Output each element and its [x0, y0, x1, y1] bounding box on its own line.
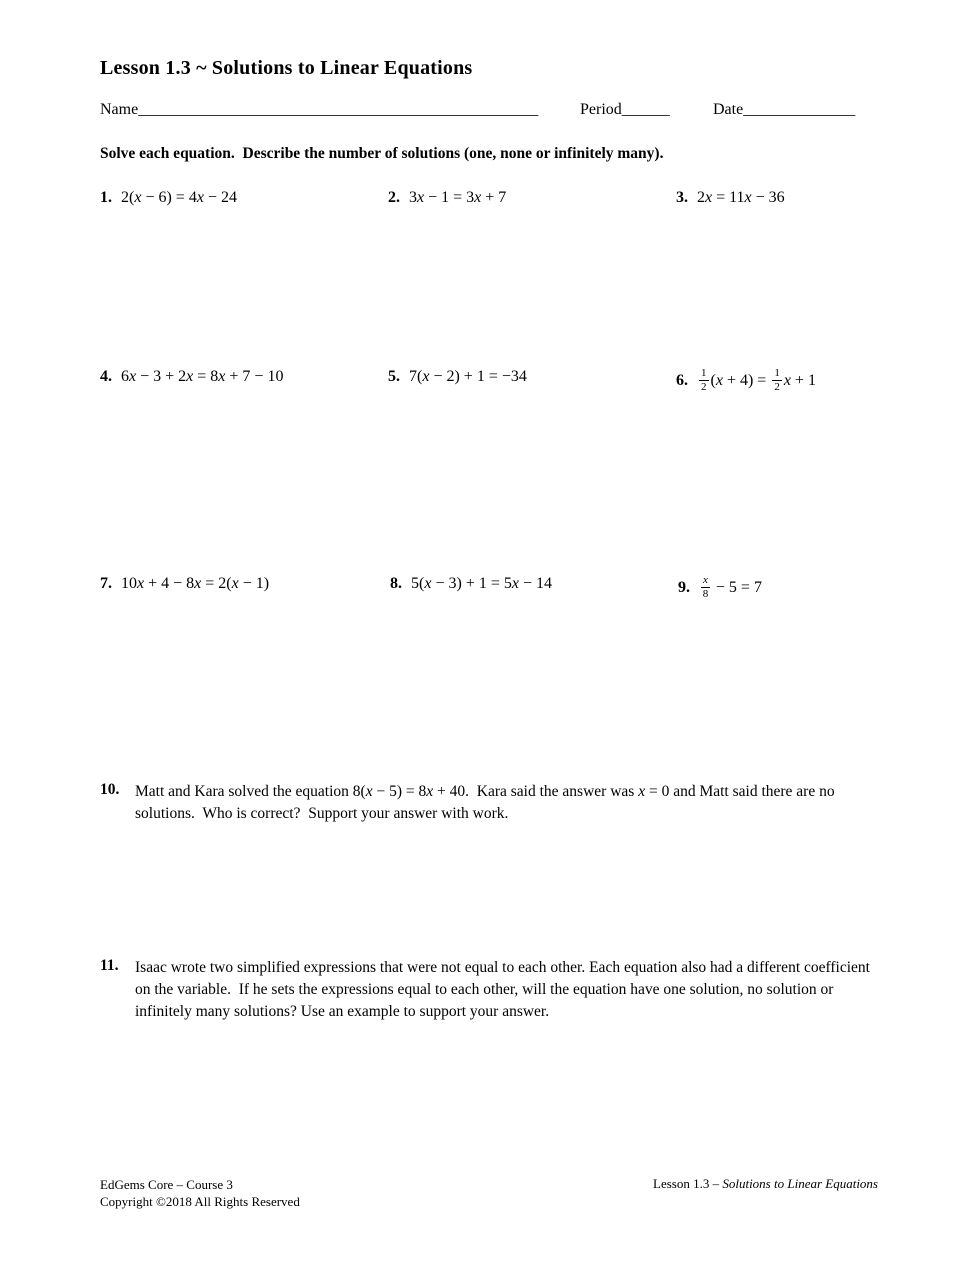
problem-number: 3. — [676, 189, 688, 206]
footer-left — [100, 1176, 300, 1210]
problem-number: 2. — [388, 189, 400, 206]
problem-1 — [100, 189, 237, 207]
page-title: Lesson 1.3 ~ Solutions to Linear Equations — [100, 57, 473, 79]
problem-9 — [678, 575, 762, 601]
problem-number: 7. — [100, 575, 112, 592]
period-blank-line: ______ — [621, 101, 670, 118]
footer-copyright: Copyright ©2018 All Rights Reserved — [100, 1194, 300, 1209]
problem-number: 1. — [100, 189, 112, 206]
problem-number: 9. — [678, 578, 690, 596]
problem-3 — [676, 189, 785, 207]
footer-course: EdGems Core – Course 3 — [100, 1177, 233, 1192]
problem-number: 8. — [390, 575, 402, 592]
footer-right: Lesson 1.3 – Solutions to Linear Equations — [653, 1176, 878, 1191]
problem-6 — [676, 368, 816, 394]
problem-equation: $\frac{x}{8}$ − 5 = 7 — [702, 574, 762, 600]
name-label: Name — [100, 101, 139, 118]
problems-row-1 — [100, 189, 879, 213]
problem-equation: 6x − 3 + 2x = 8x + 7 − 10 — [121, 368, 284, 385]
problem-text: Isaac wrote two simplified expressions that were not equal to each other. Each equation also had a different coefficient on the variable. If he sets the expressions equal to each other, will the equation have one solution, no solution or infinitely many solutions? Use an example to support your answer. — [135, 959, 874, 1020]
date-blank-line: ______________ — [743, 101, 856, 118]
instructions: Solve each equation. Describe the number of solutions (one, none or infinitely many). — [100, 145, 664, 162]
period-label: Period — [580, 101, 622, 118]
problems-row-3 — [100, 575, 879, 603]
date-label: Date — [713, 101, 744, 118]
problem-equation: 3x − 1 = 3x + 7 — [409, 189, 507, 206]
problem-number: 5. — [388, 368, 400, 385]
problem-equation: 10x + 4 − 8x = 2(x − 1) — [121, 575, 270, 592]
problem-number: 10. — [100, 781, 120, 798]
problem-number: 6. — [676, 371, 688, 389]
date-field — [713, 101, 855, 119]
problem-number: 11. — [100, 957, 119, 974]
problem-2 — [388, 189, 506, 207]
problem-equation: 2(x − 6) = 4x − 24 — [121, 189, 237, 206]
problem-equation: $\frac{1}{2}$ (x + 4) = $\frac{1}{2}$ x + 1 — [701, 367, 816, 393]
problem-equation: 5(x − 3) + 1 = 5x − 14 — [411, 575, 552, 592]
name-blank-line: __________________________________________________ — [138, 101, 539, 118]
name-field — [100, 101, 538, 119]
problem-equation: 2x = 11x − 36 — [697, 189, 785, 206]
problem-equation: 7(x − 2) + 1 = −34 — [409, 368, 527, 385]
problem-4 — [100, 368, 283, 386]
problem-10 — [100, 781, 868, 825]
problem-8 — [390, 575, 552, 593]
period-field — [580, 101, 670, 119]
problem-5 — [388, 368, 527, 386]
problem-text: Matt and Kara solved the equation 8(x − 5) = 8x + 40. Kara said the answer was x = 0 and Matt said there are no solutions. Who is correct? Support your answer with work. — [135, 783, 839, 822]
problems-row-2 — [100, 368, 879, 396]
problem-7 — [100, 575, 269, 593]
problem-number: 4. — [100, 368, 112, 385]
problem-11 — [100, 957, 878, 1023]
